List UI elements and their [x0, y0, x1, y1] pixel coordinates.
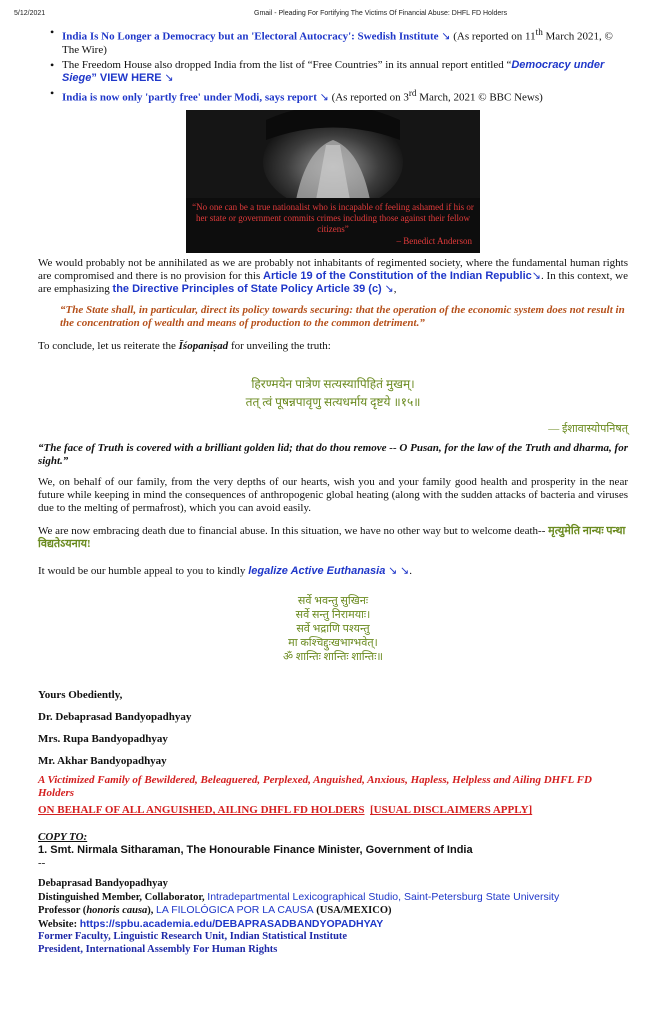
copy-recipient: 1. Smt. Nirmala Sitharaman, The Honourable Finance Minister, Government of India	[38, 844, 473, 857]
anderson-quote: “No one can be a true nationalist who is incapable of feeling ashamed if his or her state or government commits crimes including those against their fellow citizens”	[192, 202, 474, 235]
sig-former-faculty: Former Faculty, Linguistic Research Unit, Indian Statistical Institute	[38, 931, 348, 943]
bbc-link[interactable]: India is now only 'partly free' under Modi, says report	[62, 91, 317, 104]
sanskrit-verse-1: हिरण्मयेन पात्रेण सत्यस्यापिहितं मुखम्। तत् त्वं पूषन्नपावृणु सत्यधर्माय दृष्टये ॥१५॥	[245, 377, 421, 410]
email-signature: Debaprasad Bandyopadhyay Distinguished Member, Collaborator, Intradepartmental Lexicographical Studio, Saint-Petersburg State University Professor (honoris causa), LA FILOLÓGICA POR LA CAUSA (USA/MEXICO) Website: https://spbu.academia.edu/DEBAPRASADBANDYOPADHYAY Former Faculty, Linguistic Research Unit, Indian Statistical Institute President, International Assembly For Human Rights	[38, 878, 628, 956]
covered-face-photo	[186, 110, 480, 200]
email-body	[38, 26, 628, 956]
signatories: Yours Obediently, Dr. Debaprasad Bandyopadhyay Mrs. Rupa Bandyopadhyay Mr. Akhar Bandyopadhyay	[38, 689, 192, 768]
list-item: • India Is No Longer a Democracy but an 'Electoral Autocracy': Swedish Institute ↘ (As reported on 11th March 2021, © The Wire)	[62, 26, 628, 57]
copy-to-section: COPY TO: 1. Smt. Nirmala Sitharaman, The Honourable Finance Minister, Government of India --	[38, 831, 628, 870]
copy-to-label: COPY TO:	[38, 831, 88, 844]
directive-principles-link[interactable]: the Directive Principles of State Policy Article 39 (c)	[112, 283, 382, 296]
quote-image	[186, 110, 480, 253]
news-bullet-list	[38, 26, 628, 104]
external-link-icon[interactable]: ↘	[164, 71, 174, 84]
paragraph-rights: We would probably not be annihilated as we are probably not inhabitants of regimented society, where the fundamental human rights are compromised and there is no provision for this Article 19 of the Constitution of the Indian Republic↘. In this context, we are emphasizing the Directive Principles of State Policy Article 39 (c) ↘,	[38, 257, 628, 296]
external-link-icon[interactable]: ↘ ↘	[385, 565, 410, 578]
state-quote: “The State shall, in particular, direct its policy towards securing: that the operation of the economic system does not result in the concentration of wealth and means of production to the common detriment.”	[60, 304, 625, 330]
print-date: 5/12/2021	[14, 10, 46, 17]
paragraph-wishes: We, on behalf of our family, from the very depths of our hearts, wish you and your family good health and prosperity in the near future while keeping in mind the consequences of anthropogenic global heating (along with the sudden attacks of bacteria and viruses due to the melting of permafrost), which you can avoid easily.	[38, 476, 628, 515]
article19-link[interactable]: Article 19 of the Constitution of the Indian Republic	[263, 270, 532, 283]
behalf-line: ON BEHALF OF ALL ANGUISHED, AILING DHFL FD HOLDERS [USUAL DISCLAIMERS APPLY]	[38, 804, 533, 817]
verse-translation: “The face of Truth is covered with a brilliant golden lid; that do thou remove -- O Pusan, for the law of the Truth and dharma, for sight.”	[38, 442, 628, 468]
family-description: A Victimized Family of Bewildered, Beleaguered, Perplexed, Anguished, Anxious, Hapless, Helpless and Ailing DHFL FD Holders	[38, 774, 592, 800]
list-item: • The Freedom House also dropped India from the list of “Free Countries” in its annual report entitled “Democracy under Siege” VIEW HERE ↘	[62, 59, 628, 85]
view-here-link[interactable]: ” VIEW HERE	[91, 71, 162, 84]
external-link-icon[interactable]: ↘	[441, 30, 451, 43]
verse-source: — ईशावास्योपनिषत्	[548, 423, 628, 436]
euthanasia-link[interactable]: legalize Active Euthanasia	[248, 565, 386, 578]
wire-link[interactable]: India Is No Longer a Democracy but an 'Electoral Autocracy': Swedish Institute	[62, 30, 439, 43]
filologica-link[interactable]: LA FILOLÓGICA POR LA CAUSA	[156, 904, 314, 917]
sig-president: President, International Assembly For Human Rights	[38, 943, 278, 955]
conclude-line: To conclude, let us reiterate the Īśopaniṣad for unveiling the truth:	[38, 340, 331, 353]
external-link-icon[interactable]: ↘	[319, 91, 329, 104]
quote-caption	[186, 198, 480, 253]
print-title: Gmail - Pleading For Fortifying The Victims Of Financial Abuse: DHFL FD Holders	[254, 10, 508, 17]
list-item: • India is now only 'partly free' under Modi, says report ↘ (As reported on 3rd March, 2021 © BBC News)	[62, 87, 628, 105]
external-link-icon[interactable]: ↘	[531, 270, 541, 283]
website-link[interactable]: https://spbu.academia.edu/DEBAPRASADBANDYOPADHYAY	[79, 917, 384, 930]
paragraph-appeal: It would be our humble appeal to you to kindly legalize Active Euthanasia ↘ ↘.	[38, 565, 413, 578]
spbu-studio-link[interactable]: Intradepartmental Lexicographical Studio, Saint-Petersburg State University	[207, 890, 560, 903]
quote-author: – Benedict Anderson	[396, 236, 472, 247]
freedom-house-link[interactable]: Democracy under Siege	[62, 58, 605, 84]
external-link-icon[interactable]: ↘	[384, 283, 394, 296]
sanskrit-verse-2: सर्वे भवन्तु सुखिनः सर्वे सन्तु निरामयाः। सर्वे भद्राणि पश्यन्तु मा कश्चिद्दुःखभाग्भवेत्। ॐ शान्तिः शान्तिः शान्तिः॥	[282, 595, 384, 664]
paragraph-death: We are now embracing death due to financial abuse. In this situation, we have no other way but to welcome death-- मृत्युमेति नान्यः पन्था विद्यतेऽयनाय!	[38, 525, 626, 551]
sig-name: Debaprasad Bandyopadhyay	[38, 878, 168, 890]
